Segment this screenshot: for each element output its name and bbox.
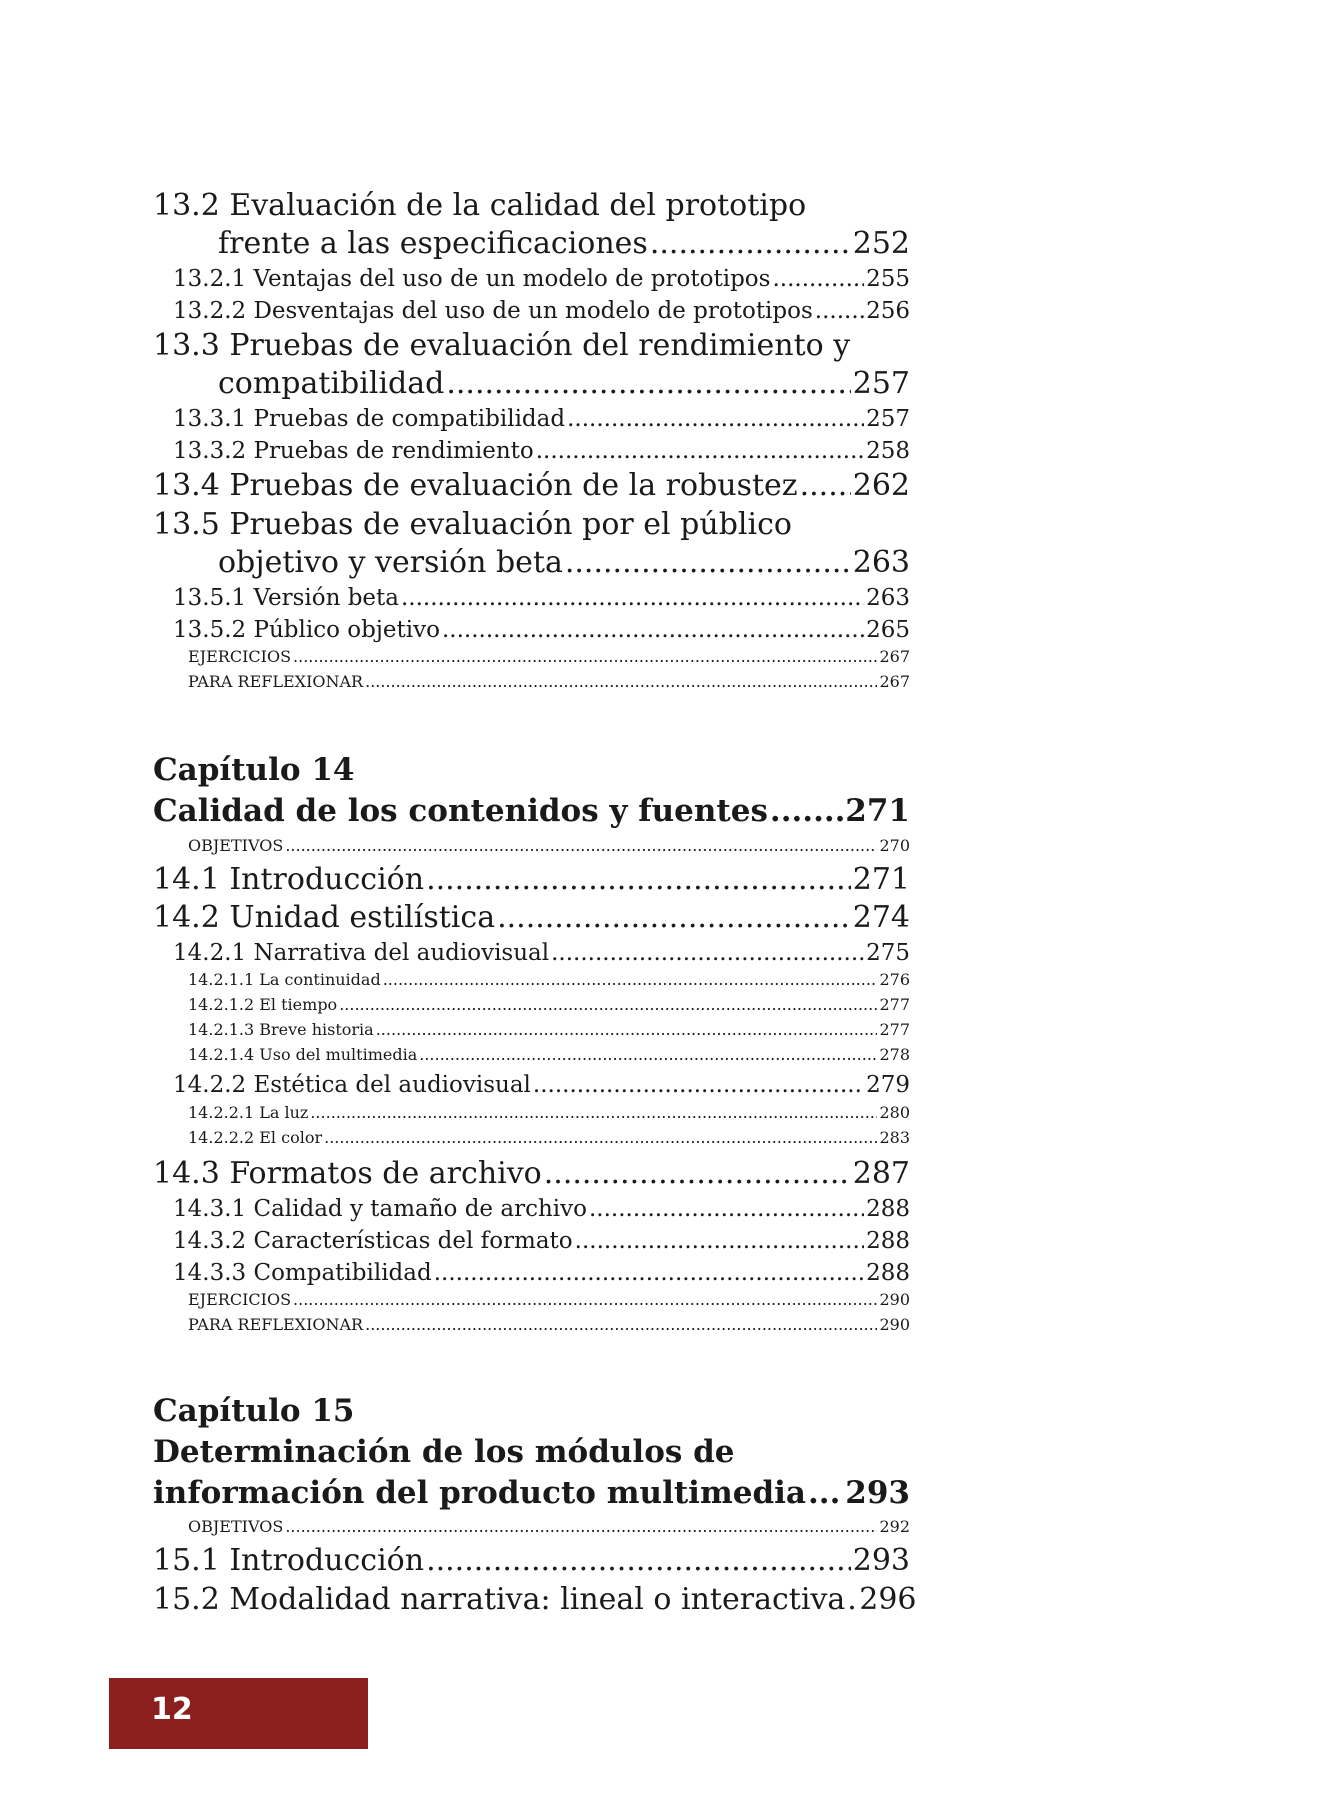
toc-entry-text: 13.5.1 Versión beta xyxy=(173,585,399,611)
toc-entry-text: 13.2.1 Ventajas del uso de un modelo de prototipos xyxy=(173,266,771,292)
dot-leader xyxy=(310,1103,877,1122)
dot-leader xyxy=(544,1156,851,1191)
toc-page-number: 267 xyxy=(879,672,910,691)
dot-leader xyxy=(365,1315,877,1334)
toc-entry-13-5-1[interactable] xyxy=(173,585,910,611)
dot-leader xyxy=(285,836,877,855)
toc-page-number: 296 xyxy=(859,1582,917,1617)
toc-entry-14-2-1-4[interactable] xyxy=(188,1045,910,1064)
toc-entry-text: 13.3.2 Pruebas de rendimiento xyxy=(173,438,534,464)
dot-leader xyxy=(419,1045,877,1064)
toc-page-number: 275 xyxy=(866,940,910,966)
toc-page-number: 283 xyxy=(879,1128,910,1147)
toc-entry-14-3-2[interactable] xyxy=(173,1228,910,1254)
dot-leader xyxy=(575,1228,864,1254)
toc-page-number: 280 xyxy=(879,1103,910,1122)
page-number: 12 xyxy=(151,1692,193,1727)
toc-entry-text: EJERCICIOS xyxy=(188,647,292,666)
toc-page-number: 255 xyxy=(866,266,910,292)
toc-entry-text: 13.3.1 Pruebas de compatibilidad xyxy=(173,406,566,432)
toc-page-number: 271 xyxy=(852,862,910,897)
toc-entry-ejercicios-13[interactable] xyxy=(188,647,910,666)
dot-leader xyxy=(808,1475,843,1511)
toc-page-number: 267 xyxy=(879,647,910,666)
toc-entry-text: 14.2.2.2 El color xyxy=(188,1128,323,1147)
dot-leader xyxy=(293,647,877,666)
toc-entry-text: 14.2.1.4 Uso del multimedia xyxy=(188,1045,418,1064)
toc-entry-14-1[interactable] xyxy=(153,862,910,897)
toc-page-number: 263 xyxy=(866,585,910,611)
toc-page-number: 276 xyxy=(879,970,910,989)
dot-leader xyxy=(497,900,851,935)
toc-page-number: 274 xyxy=(852,900,910,935)
toc-entry-13-3-1[interactable] xyxy=(173,406,910,432)
toc-page-number: 265 xyxy=(866,617,910,643)
toc-entry-text: 15.1 Introducción xyxy=(153,1543,425,1578)
toc-entry-text: 13.2 Evaluación de la calidad del prototipo xyxy=(153,188,807,223)
toc-entry-ejercicios-14[interactable] xyxy=(188,1290,910,1309)
toc-page-number: 270 xyxy=(879,836,910,855)
toc-page-number: 288 xyxy=(866,1260,910,1286)
dot-leader xyxy=(339,995,877,1014)
dot-leader xyxy=(800,468,851,503)
toc-entry-text: 14.3.1 Calidad y tamaño de archivo xyxy=(173,1196,587,1222)
toc-entry-text: información del producto multimedia xyxy=(153,1475,807,1511)
dot-leader xyxy=(383,970,878,989)
toc-entry-text: 13.4 Pruebas de evaluación de la robustez xyxy=(153,468,798,503)
toc-page-number: 287 xyxy=(852,1156,910,1191)
dot-leader xyxy=(365,672,877,691)
dot-leader xyxy=(770,793,843,829)
toc-entry-13-2[interactable] xyxy=(218,226,910,261)
toc-entry-text: PARA REFLEXIONAR xyxy=(188,672,364,691)
dot-leader xyxy=(446,366,850,401)
toc-entry-text: 13.3 Pruebas de evaluación del rendimiento y xyxy=(153,328,851,363)
toc-page-number: 271 xyxy=(845,793,910,829)
chapter-15-label xyxy=(153,1393,354,1429)
toc-page-number: 288 xyxy=(866,1196,910,1222)
toc-entry-text: compatibilidad xyxy=(218,366,445,401)
toc-page-number: 257 xyxy=(852,366,910,401)
toc-page-number: 277 xyxy=(879,1020,910,1039)
toc-entry-text: 14.1 Introducción xyxy=(153,862,425,897)
toc-entry-text: Calidad de los contenidos y fuentes xyxy=(153,793,768,829)
toc-entry-14-3-1[interactable] xyxy=(173,1196,910,1222)
toc-entry-14-3-3[interactable] xyxy=(173,1260,910,1286)
toc-entry-14-2[interactable] xyxy=(153,900,910,935)
dot-leader xyxy=(815,298,864,324)
toc-entry-text: EJERCICIOS xyxy=(188,1290,292,1309)
toc-page-number: 262 xyxy=(852,468,910,503)
dot-leader xyxy=(551,940,864,966)
toc-entry-13-3[interactable] xyxy=(218,366,910,401)
dot-leader xyxy=(426,1543,851,1578)
toc-entry-15-1[interactable] xyxy=(153,1543,910,1578)
dot-leader xyxy=(589,1196,864,1222)
toc-entry-14-2-2-2[interactable] xyxy=(188,1128,910,1147)
toc-entry-text: Capítulo 14 xyxy=(153,752,355,788)
toc-heading-13-3 xyxy=(153,328,850,363)
toc-entry-text: 14.2.2.1 La luz xyxy=(188,1103,309,1122)
toc-entry-text: 13.5 Pruebas de evaluación por el público xyxy=(153,507,792,542)
toc-chapter-15-title[interactable] xyxy=(153,1475,910,1511)
toc-page-number: 258 xyxy=(866,438,910,464)
dot-leader xyxy=(565,545,851,580)
chapter-15-title-line-1 xyxy=(153,1434,735,1470)
toc-chapter-14-title[interactable] xyxy=(153,793,910,829)
toc-entry-13-2-2[interactable] xyxy=(173,298,910,324)
toc-page-number: 292 xyxy=(879,1517,910,1536)
toc-entry-text: 15.2 Modalidad narrativa: lineal o interactiva xyxy=(153,1582,846,1617)
dot-leader xyxy=(293,1290,877,1309)
dot-leader xyxy=(650,226,851,261)
toc-page-number: 277 xyxy=(879,995,910,1014)
toc-page-number: 278 xyxy=(879,1045,910,1064)
toc-entry-15-2[interactable] xyxy=(153,1582,917,1617)
toc-entry-text: Determinación de los módulos de xyxy=(153,1434,735,1470)
toc-entry-13-5[interactable] xyxy=(218,545,910,580)
toc-entry-objetivos-15[interactable] xyxy=(188,1517,910,1536)
dot-leader xyxy=(376,1020,878,1039)
toc-entry-text: 14.2.1 Narrativa del audiovisual xyxy=(173,940,550,966)
dot-leader xyxy=(285,1517,877,1536)
dot-leader xyxy=(567,406,864,432)
dot-leader xyxy=(533,1072,864,1098)
toc-entry-text: 14.2.1.2 El tiempo xyxy=(188,995,338,1014)
toc-entry-text: 14.2.1.1 La continuidad xyxy=(188,970,381,989)
toc-entry-14-2-2-1[interactable] xyxy=(188,1103,910,1122)
toc-entry-text: 13.2.2 Desventajas del uso de un modelo de prototipos xyxy=(173,298,813,324)
toc-page-number: 257 xyxy=(866,406,910,432)
dot-leader xyxy=(442,617,864,643)
toc-page-number: 279 xyxy=(866,1072,910,1098)
toc-entry-text: Capítulo 15 xyxy=(153,1393,355,1429)
dot-leader xyxy=(772,266,864,292)
toc-entry-text: 14.3.3 Compatibilidad xyxy=(173,1260,432,1286)
toc-entry-13-4[interactable] xyxy=(153,468,910,503)
chapter-14-label xyxy=(153,752,354,788)
toc-entry-14-2-2[interactable] xyxy=(173,1072,910,1098)
page-number-badge xyxy=(109,1678,368,1749)
toc-entry-14-3[interactable] xyxy=(153,1156,910,1191)
toc-entry-text: 14.3 Formatos de archivo xyxy=(153,1156,542,1191)
toc-page-number: 293 xyxy=(852,1543,910,1578)
dot-leader xyxy=(324,1128,877,1147)
toc-heading-13-5 xyxy=(153,507,792,542)
toc-page-number: 290 xyxy=(879,1315,910,1334)
dot-leader xyxy=(401,585,864,611)
toc-page-number: 290 xyxy=(879,1290,910,1309)
toc-entry-13-3-2[interactable] xyxy=(173,438,910,464)
toc-entry-14-2-1[interactable] xyxy=(173,940,910,966)
toc-entry-14-2-1-1[interactable] xyxy=(188,970,910,989)
dot-leader xyxy=(536,438,864,464)
toc-entry-text: 13.5.2 Público objetivo xyxy=(173,617,440,643)
toc-page-number: 293 xyxy=(845,1475,910,1511)
toc-heading-13-2 xyxy=(153,188,806,223)
dot-leader xyxy=(847,1582,857,1617)
toc-entry-objetivos-14[interactable] xyxy=(188,836,910,855)
toc-entry-text: 14.3.2 Características del formato xyxy=(173,1228,573,1254)
toc-entry-text: PARA REFLEXIONAR xyxy=(188,1315,364,1334)
toc-entry-text: 14.2 Unidad estilística xyxy=(153,900,496,935)
dot-leader xyxy=(426,862,851,897)
toc-entry-13-5-2[interactable] xyxy=(173,617,910,643)
toc-entry-text: OBJETIVOS xyxy=(188,1517,284,1536)
toc-entry-13-2-1[interactable] xyxy=(173,266,910,292)
toc-entry-14-2-1-2[interactable] xyxy=(188,995,910,1014)
toc-entry-text: OBJETIVOS xyxy=(188,836,284,855)
toc-entry-text: frente a las especificaciones xyxy=(218,226,648,261)
toc-entry-reflexionar-14[interactable] xyxy=(188,1315,910,1334)
toc-entry-text: 14.2.2 Estética del audiovisual xyxy=(173,1072,531,1098)
toc-page-number: 263 xyxy=(852,545,910,580)
toc-entry-reflexionar-13[interactable] xyxy=(188,672,910,691)
toc-entry-text: 14.2.1.3 Breve historia xyxy=(188,1020,374,1039)
toc-page-number: 256 xyxy=(866,298,910,324)
toc-entry-14-2-1-3[interactable] xyxy=(188,1020,910,1039)
toc-page-number: 252 xyxy=(852,226,910,261)
dot-leader xyxy=(434,1260,864,1286)
toc-entry-text: objetivo y versión beta xyxy=(218,545,563,580)
toc-page-number: 288 xyxy=(866,1228,910,1254)
